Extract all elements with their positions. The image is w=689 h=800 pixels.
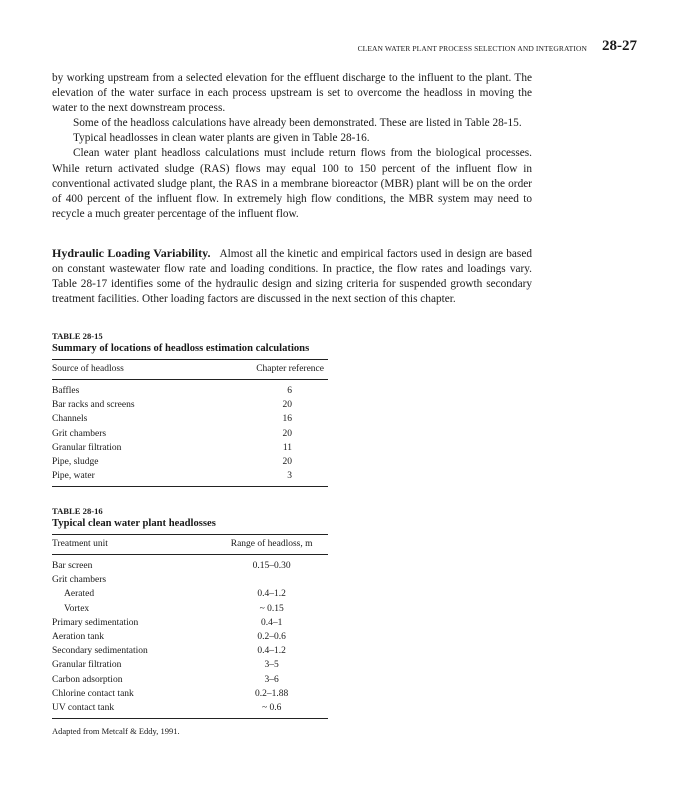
source-cell: Grit chambers bbox=[52, 428, 107, 439]
range-cell bbox=[171, 573, 328, 587]
ref-cell: 20 bbox=[282, 428, 292, 439]
source-cell: Granular filtration bbox=[52, 442, 122, 453]
table-footnote: Adapted from Metcalf & Eddy, 1991. bbox=[52, 726, 180, 737]
range-cell: 0.2–0.6 bbox=[257, 632, 286, 643]
table-label: TABLE 28-16 bbox=[52, 506, 103, 516]
ref-cell: 6 bbox=[287, 386, 292, 396]
section-heading: Hydraulic Loading Variability. bbox=[52, 246, 211, 260]
headloss-locations-table bbox=[52, 359, 328, 486]
range-cell: 0.2–1.88 bbox=[255, 688, 289, 699]
table-row bbox=[52, 441, 328, 455]
ref-cell: 20 bbox=[282, 400, 292, 411]
table-row bbox=[52, 587, 328, 601]
ref-cell: 11 bbox=[282, 442, 292, 453]
section-paragraph bbox=[52, 246, 532, 307]
paragraph: by working upstream from a selected elevation for the effluent discharge to the influent to the plant. The elevation of the water surface in each process upstream is set to overcome the headloss in moving the water to the next downstream process. bbox=[52, 72, 532, 115]
table-row bbox=[52, 602, 328, 616]
column-header: Treatment unit bbox=[52, 535, 171, 555]
table-bottom-rule bbox=[52, 486, 328, 487]
table-row bbox=[52, 644, 328, 658]
table-row bbox=[52, 455, 328, 469]
table-row bbox=[52, 573, 328, 587]
range-cell: ~ 0.15 bbox=[259, 603, 284, 614]
table-row bbox=[52, 630, 328, 644]
table-row bbox=[52, 701, 328, 718]
table-row bbox=[52, 616, 328, 630]
page-number: 28-27 bbox=[602, 38, 637, 54]
table-bottom-rule bbox=[52, 718, 328, 719]
section-hydraulic-loading bbox=[52, 246, 532, 307]
table-row bbox=[52, 673, 328, 687]
paragraph: Clean water plant headloss calculations must include return flows from the biological processes. While return activated sludge (RAS) flows may equal 100 to 150 percent of the influent flow in conventional activated sludge plant, the RAS in a membrane bioreactor (MBR) plant will be on the order of 400 percent of the influent flow. In extremely high flow conditions, the MBR system may need to recycle a much greater percentage of the influent flow. bbox=[52, 147, 532, 220]
section-text: Almost all the kinetic and empirical factors used in design are based on constant wastewater flow rate and loading conditions. In practice, the flow rates and loadings vary. Table 28-17 identifies some of the hydraulic design and sizing criteria for suspended growth secondary treatment facilities. Other loading factors are discussed in the next section of this chapter. bbox=[52, 248, 532, 306]
unit-cell: Bar screen bbox=[52, 561, 93, 571]
table-row bbox=[52, 687, 328, 701]
table-28-15 bbox=[52, 331, 328, 487]
ref-cell: 20 bbox=[282, 457, 292, 468]
unit-cell: Primary sedimentation bbox=[52, 617, 139, 628]
ref-cell: 3 bbox=[287, 471, 292, 482]
unit-cell: Aerated bbox=[64, 589, 95, 600]
range-cell: ~ 0.6 bbox=[261, 703, 282, 714]
unit-cell: Secondary sedimentation bbox=[52, 646, 148, 657]
source-cell: Bar racks and screens bbox=[52, 400, 135, 411]
source-cell: Pipe, water bbox=[52, 471, 95, 482]
source-cell: Channels bbox=[52, 414, 88, 425]
range-cell: 3–6 bbox=[264, 674, 279, 685]
source-cell: Pipe, sludge bbox=[52, 457, 99, 468]
source-cell: Baffles bbox=[52, 386, 80, 396]
unit-cell: Grit chambers bbox=[52, 575, 107, 586]
running-head: CLEAN WATER PLANT PROCESS SELECTION AND INTEGRATION bbox=[357, 44, 587, 53]
paragraph: Typical headlosses in clean water plants are given in Table 28-16. bbox=[73, 132, 370, 145]
table-row bbox=[52, 412, 328, 426]
column-header: Range of headloss, m bbox=[171, 535, 328, 555]
range-cell: 0.4–1.2 bbox=[257, 646, 286, 657]
table-row bbox=[52, 427, 328, 441]
table-row bbox=[52, 658, 328, 672]
range-cell: 0.15–0.30 bbox=[252, 561, 291, 571]
body-text bbox=[52, 71, 532, 222]
table-title: Typical clean water plant headlosses bbox=[52, 518, 216, 529]
table-label: TABLE 28-15 bbox=[52, 331, 103, 341]
range-cell: 0.4–1 bbox=[260, 617, 283, 628]
table-row bbox=[52, 398, 328, 412]
paragraph: Some of the headloss calculations have already been demonstrated. These are listed in Table 28-15. bbox=[73, 117, 522, 130]
headloss-range-table bbox=[52, 534, 328, 718]
ref-cell: 16 bbox=[282, 414, 292, 425]
unit-cell: Granular filtration bbox=[52, 660, 122, 671]
unit-cell: Aeration tank bbox=[52, 632, 104, 643]
table-title: Summary of locations of headloss estimation calculations bbox=[52, 343, 310, 354]
unit-cell: Chlorine contact tank bbox=[52, 688, 134, 699]
unit-cell: Vortex bbox=[64, 603, 90, 614]
table-row bbox=[52, 380, 328, 399]
table-row bbox=[52, 469, 328, 486]
unit-cell: UV contact tank bbox=[52, 703, 115, 714]
column-header: Source of headloss bbox=[52, 360, 200, 380]
range-cell: 0.4–1.2 bbox=[257, 589, 286, 600]
column-header: Chapter reference bbox=[200, 360, 328, 380]
range-cell: 3–5 bbox=[264, 660, 279, 671]
table-28-16 bbox=[52, 506, 328, 736]
page-header bbox=[52, 40, 637, 60]
unit-cell: Carbon adsorption bbox=[52, 674, 123, 685]
table-row bbox=[52, 555, 328, 574]
